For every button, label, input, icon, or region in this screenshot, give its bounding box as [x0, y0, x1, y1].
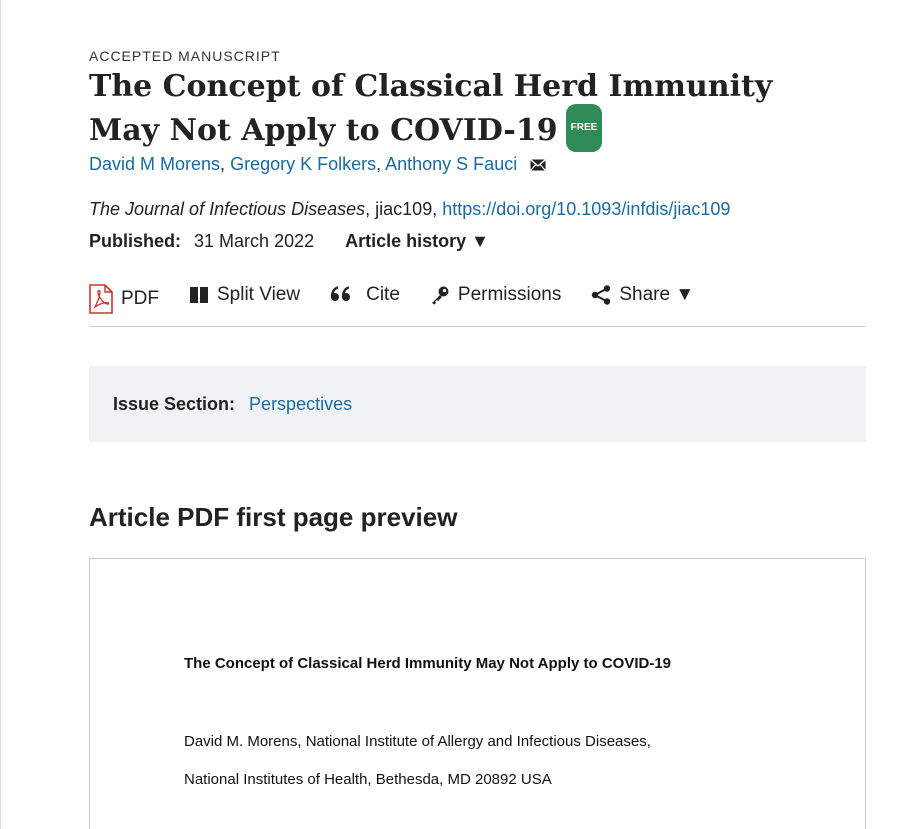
split-view-label: Split View [217, 284, 301, 305]
author-separator: , [220, 154, 231, 174]
preview-affiliation-line-2: National Institutes of Health, Bethesda, MD 20892 USA [184, 771, 552, 788]
article-toolbar [89, 284, 866, 327]
split-view-icon [189, 286, 209, 304]
doi-link[interactable]: https://doi.org/10.1093/infdis/jiac109 [442, 199, 731, 219]
issue-section-link[interactable]: Perspectives [249, 393, 353, 414]
author-separator: , [376, 154, 386, 174]
cite-label: Cite [366, 284, 400, 305]
share-icon [591, 285, 611, 305]
envelope-icon[interactable] [530, 159, 546, 171]
author-list [89, 154, 546, 175]
article-title [89, 66, 849, 156]
issue-section-panel [89, 366, 866, 442]
article-title-text: The Concept of Classical Herd Immunity May Not Apply to COVID-19 [89, 69, 773, 148]
manuscript-kicker: ACCEPTED MANUSCRIPT [89, 48, 281, 64]
article-history-toggle[interactable]: Article history ▼ [345, 231, 489, 251]
pdf-preview-heading: Article PDF first page preview [89, 502, 458, 532]
key-icon [430, 285, 450, 305]
cite-button[interactable] [330, 284, 400, 306]
published-line [89, 231, 489, 252]
journal-name: The Journal of Infectious Diseases [89, 199, 366, 219]
permissions-button[interactable] [430, 284, 561, 306]
author-link-fauci[interactable]: Anthony S Fauci [385, 154, 518, 174]
pdf-preview-frame[interactable] [89, 558, 866, 829]
pdf-icon [89, 284, 113, 314]
preview-article-title: The Concept of Classical Herd Immunity May Not Apply to COVID-19 [184, 655, 672, 672]
pdf-button[interactable] [89, 284, 159, 314]
split-view-button[interactable] [189, 284, 300, 306]
published-date: 31 March 2022 [194, 231, 315, 251]
quote-icon [330, 286, 352, 304]
author-link-folkers[interactable]: Gregory K Folkers [230, 154, 377, 174]
issue-section-label: Issue Section: [113, 393, 236, 414]
preview-affiliation-line-1: David M. Morens, National Institute of Allergy and Infectious Diseases, [184, 733, 651, 750]
free-badge: FREE [566, 104, 603, 152]
citation-line [89, 199, 730, 220]
published-label: Published: [89, 231, 182, 251]
article-id: , jiac109, [365, 199, 443, 219]
share-button[interactable] [591, 284, 694, 306]
author-link-morens[interactable]: David M Morens [89, 154, 221, 174]
pdf-label: PDF [121, 288, 159, 309]
permissions-label: Permissions [457, 284, 562, 305]
share-label: Share ▼ [619, 284, 695, 305]
